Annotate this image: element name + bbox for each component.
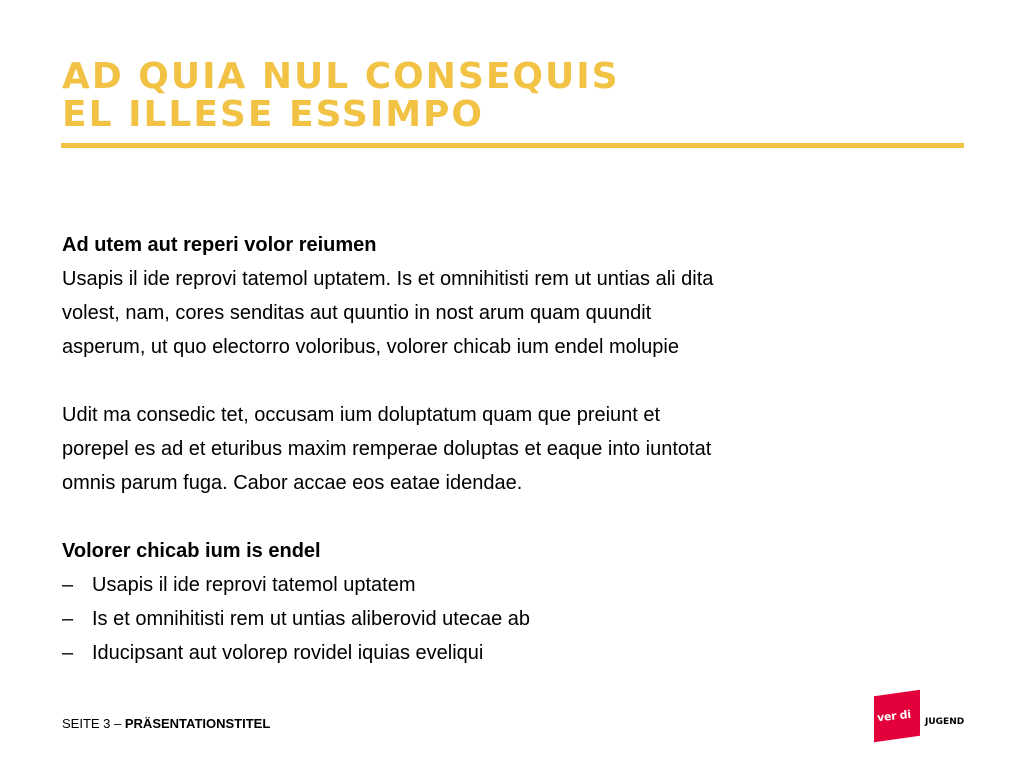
- bullet-list-item: [62, 636, 942, 670]
- slide-title: [62, 58, 962, 134]
- paragraph-spacer: [62, 364, 942, 398]
- slide-title-line-1: AD QUIA NUL CONSEQUIS: [62, 56, 620, 97]
- verdi-jugend-logo: [874, 690, 974, 742]
- paragraph-spacer: [62, 500, 942, 534]
- presentation-title-label: PRÄSENTATIONSTITEL: [124, 716, 271, 731]
- title-underline-divider: [61, 143, 964, 148]
- slide-footer: [62, 716, 270, 732]
- paragraph-1-line-2: volest, nam, cores senditas aut quuntio in nost arum quam quundit: [62, 302, 652, 324]
- slide-body: [62, 228, 942, 670]
- bullet-list-item: [62, 568, 942, 602]
- page-number-label: SEITE 3 –: [62, 716, 125, 731]
- paragraph-2-line-3: omnis parum fuga. Cabor accae eos eatae idendae.: [62, 472, 523, 494]
- dash-bullet-icon: –: [62, 574, 74, 596]
- dash-bullet-icon: –: [62, 642, 74, 664]
- bullet-list-item: [62, 602, 942, 636]
- logo-sub-text: JUGEND: [925, 717, 965, 727]
- logo-brand-text: ver di: [876, 707, 912, 725]
- paragraph-2-line-2: porepel es ad et eturibus maxim remperae doluptas et eaque into iuntotat: [62, 438, 712, 460]
- bullet-text: Is et omnihitisti rem ut untias aliberovid utecae ab: [92, 608, 530, 630]
- paragraph-1-line-3: asperum, ut quo electorro voloribus, volorer chicab ium endel molupie: [62, 336, 679, 358]
- section-heading-1: Ad utem aut reperi volor reiumen: [62, 234, 377, 256]
- paragraph-2-line-1: Udit ma consedic tet, occusam ium doluptatum quam que preiunt et: [62, 404, 661, 426]
- slide-title-line-2: EL ILLESE ESSIMPO: [62, 94, 485, 135]
- bullet-text: Iducipsant aut volorep rovidel iquias eveliqui: [92, 642, 484, 664]
- dash-bullet-icon: –: [62, 608, 74, 630]
- section-heading-2: Volorer chicab ium is endel: [62, 540, 321, 562]
- bullet-text: Usapis il ide reprovi tatemol uptatem: [92, 574, 416, 596]
- paragraph-1-line-1: Usapis il ide reprovi tatemol uptatem. Is et omnihitisti rem ut untias ali dita: [62, 268, 714, 290]
